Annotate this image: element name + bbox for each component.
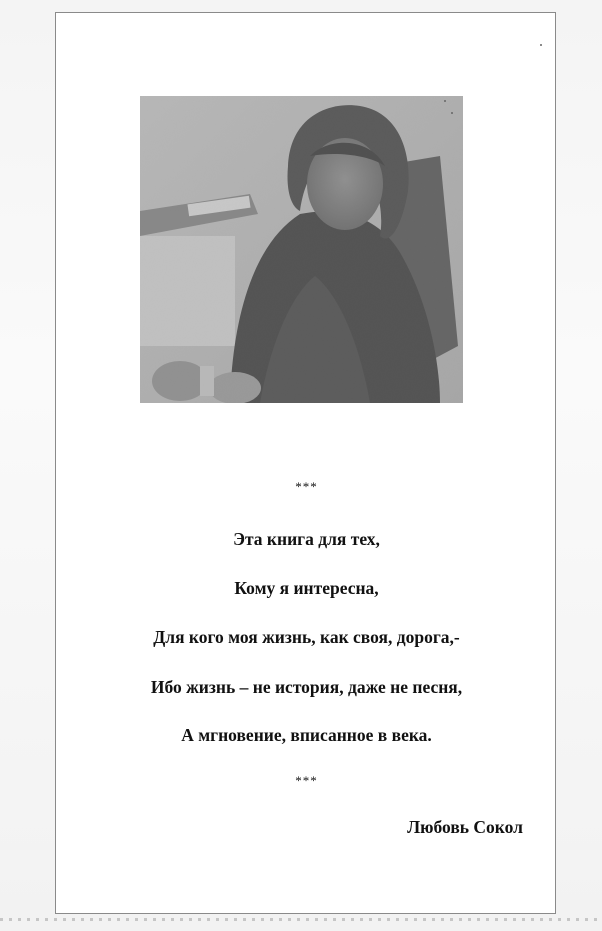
author-photo [140,96,463,403]
poem-line-2: Кому я интересна, [234,578,379,598]
poem-line-4: Ибо жизнь – не история, даже не песня, [150,677,463,697]
scan-speck [444,100,446,102]
separator-top: *** [295,479,318,494]
scan-edge-line [0,918,602,921]
document-page [55,12,556,914]
separator-bottom: *** [295,773,318,788]
author-name: Любовь Сокол [407,817,523,837]
portrait-image [140,96,463,403]
scan-speck [451,112,453,114]
scan-speck [540,44,542,46]
poem-line-5: А мгновение, вписанное в века. [181,725,432,745]
poem-line-1: Эта книга для тех, [233,529,380,549]
poem-line-3: Для кого моя жизнь, как своя, дорога,- [153,627,460,647]
